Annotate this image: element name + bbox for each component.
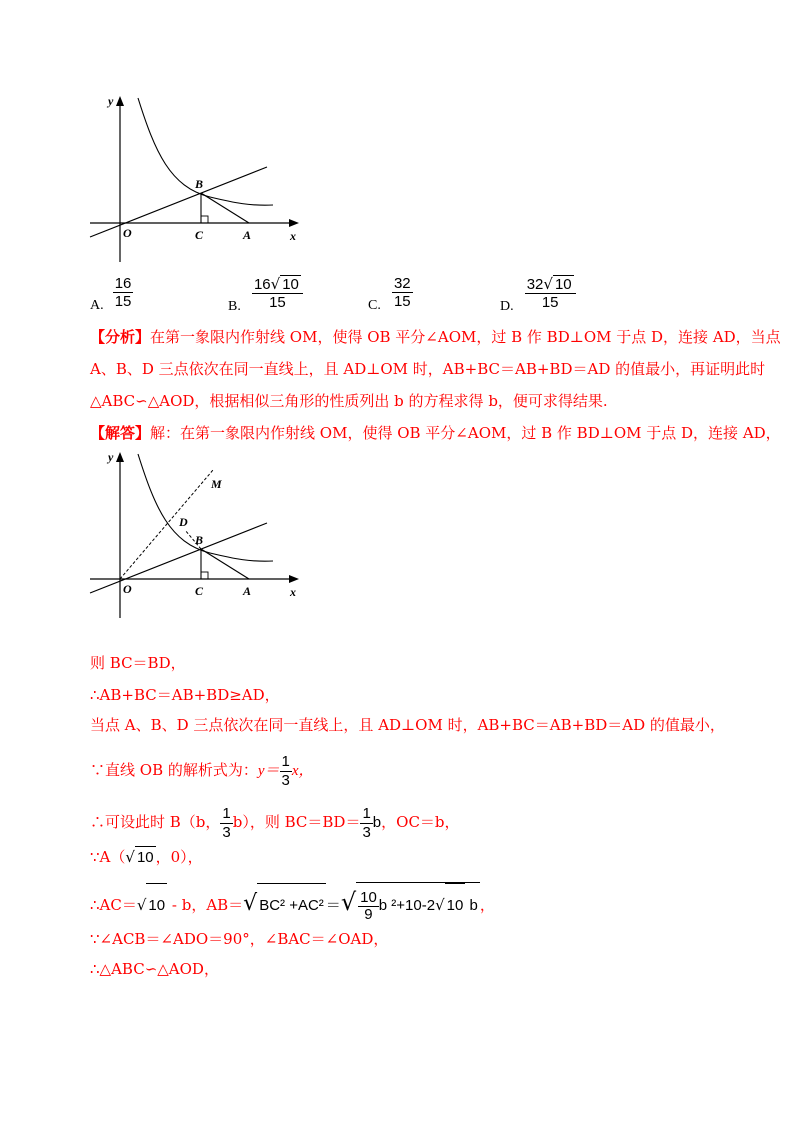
line-ob: [90, 167, 267, 237]
step-4: ∵直线 OB 的解析式为：y＝ $\frac{1}{3}$ x，: [90, 752, 314, 789]
y-axis-arrow: [116, 96, 124, 106]
label-o: O: [123, 226, 132, 240]
analysis-line-1: 【分析】在第一象限内作射线 OM，使得 OB 平分∠AOM，过 B 作 BD⊥OM 于点 D，连接 AD，当点: [90, 328, 781, 346]
option-c-fraction: $\frac{32}{15}$: [393, 275, 411, 310]
right-angle-mark: [201, 216, 208, 223]
step-8: ∵∠ACB＝∠ADO＝90°，∠BAC＝∠OAD，: [90, 930, 389, 948]
option-a-label: A.: [90, 298, 104, 313]
step-1: 则 BC＝BD，: [90, 654, 186, 672]
step-6: ∵A（√ 10 ，0），: [90, 846, 203, 869]
y-axis-arrow: [116, 452, 124, 462]
right-angle-mark: [201, 572, 208, 579]
hyperbola-curve: [138, 98, 273, 205]
fraction-one-third: $\frac{1}{3}$: [222, 804, 231, 841]
x-label: x: [290, 585, 296, 599]
option-d-label: D.: [500, 298, 514, 314]
y-label: y: [108, 450, 114, 464]
option-c: [368, 275, 413, 313]
label-c: C: [195, 584, 204, 598]
option-d: [500, 275, 576, 314]
label-m: M: [211, 477, 222, 491]
line-ob: [90, 523, 267, 593]
option-a-fraction: $\frac{16}{15}$: [114, 275, 132, 310]
analysis-tag: 【分析】: [90, 328, 151, 346]
label-b: B: [195, 533, 204, 547]
hyperbola-curve: [138, 454, 273, 561]
fraction-one-third: $\frac{1}{3}$: [281, 752, 290, 789]
step-2: ∴AB+BC＝AB+BD≥AD，: [90, 686, 280, 704]
label-a: A: [243, 228, 252, 242]
option-b: [228, 275, 303, 314]
x-label: x: [290, 229, 296, 243]
label-c: C: [195, 228, 204, 242]
option-b-label: B.: [228, 298, 241, 314]
graph-2: [85, 448, 315, 620]
graph-1: [85, 92, 315, 264]
option-a: [90, 275, 133, 313]
label-a: A: [243, 584, 252, 598]
label-b: B: [195, 177, 204, 191]
step-5: ∴可设此时 B（b， $\frac{1}{3}$ b），则 BC＝BD＝ $\frac{1}{3}$ b，OC＝b，: [90, 804, 460, 841]
radical-ab: √ BC² +AC²: [243, 897, 326, 914]
solution-tag: 【解答】: [90, 424, 151, 442]
option-c-label: C.: [368, 298, 381, 313]
x-axis-arrow: [289, 575, 299, 583]
solution-line-1: 【解答】解：在第一象限内作射线 OM，使得 OB 平分∠AOM，过 B 作 BD⊥OM 于点 D，连接 AD，: [90, 424, 781, 442]
fraction-one-third: $\frac{1}{3}$: [362, 804, 371, 841]
analysis-line-2: A、B、D 三点依次在同一直线上，且 AD⊥OM 时，AB+BC＝AB+BD＝AD 的值最小，再证明此时: [90, 360, 766, 378]
option-d-fraction: $\frac{32√ 10}{15}$: [525, 275, 576, 311]
label-o: O: [123, 582, 132, 596]
step-3: 当点 A、B、D 三点依次在同一直线上，且 AD⊥OM 时，AB+BC＝AB+BD＝AD 的值最小，: [90, 716, 725, 734]
step-7: ∴AC＝√ 10 - b，AB＝√ BC² +AC² ＝√ $\frac{10}{9}$ b ²+10-2√ 10 b ，: [90, 880, 495, 924]
label-d: D: [179, 515, 188, 529]
y-label: y: [108, 94, 114, 108]
step-9: ∴△ABC∽△AOD，: [90, 960, 219, 978]
radical-expression: √ $\frac{10}{9}$ b ²+10-2√ 10 b: [341, 897, 480, 914]
analysis-line-3: △ABC∽△AOD，根据相似三角形的性质列出 b 的方程求得 b，便可求得结果.: [90, 392, 608, 410]
x-axis-arrow: [289, 219, 299, 227]
option-b-fraction: $\frac{16√ 10}{15}$: [252, 275, 303, 311]
